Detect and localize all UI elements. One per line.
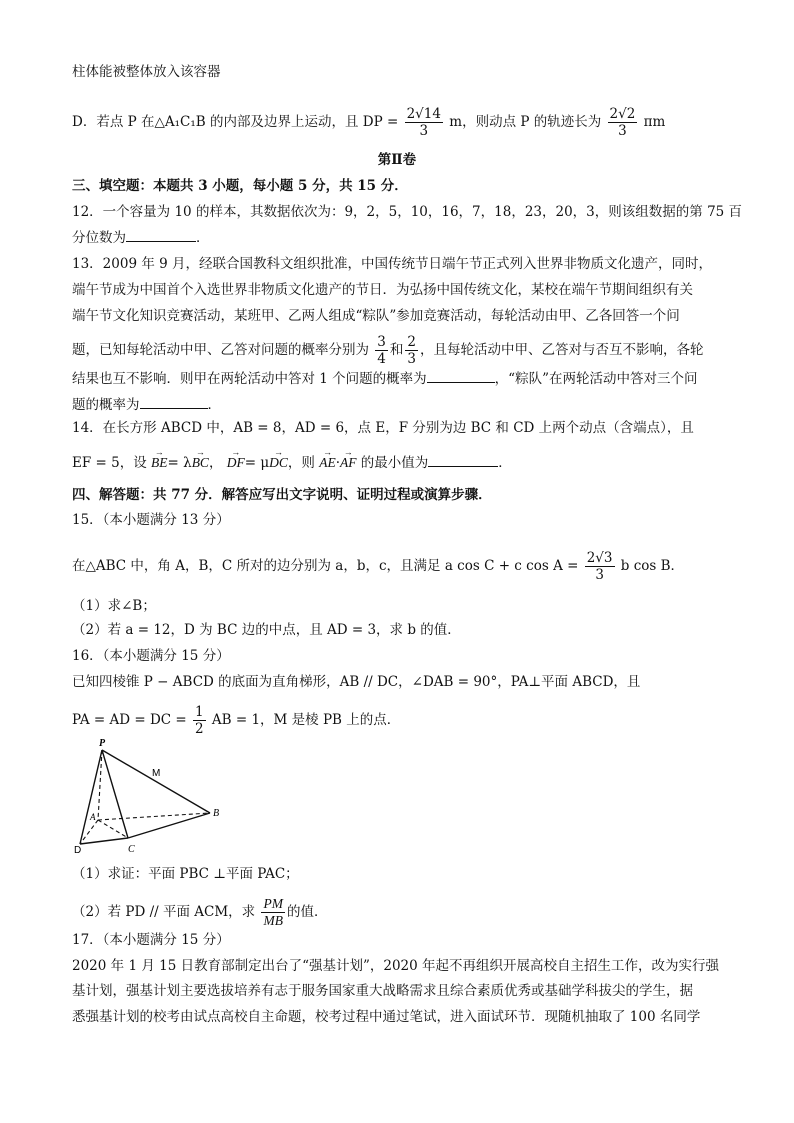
question-16: 已知四棱锥 P − ABCD 的底面为直角梯形，AB // DC，∠DAB = 90°，PA⊥平面 ABCD，且 bbox=[72, 674, 641, 690]
vector-DF: → DF bbox=[227, 453, 245, 473]
volume-title: 第Ⅱ卷 bbox=[377, 152, 417, 168]
pyramid-figure bbox=[72, 736, 242, 854]
question-16-part2: （2）若 PD // 平面 ACM，求 $\frac{PM}{MB}$ 的值． bbox=[72, 896, 328, 928]
fraction: $\frac{2√14}{3}$ bbox=[406, 106, 441, 139]
answer-blank[interactable] bbox=[427, 368, 495, 383]
question-15-part1: （1）求∠B； bbox=[72, 598, 156, 614]
section-heading: 三、填空题：本题共 3 小题，每小题 5 分，共 15 分． bbox=[72, 178, 408, 194]
answer-blank[interactable] bbox=[140, 394, 208, 409]
question-12: 12．一个容量为 10 的样本，其数据依次为：9，2，5，10，16，7，18，23，20，3，则该组数据的第 75 百 bbox=[72, 204, 743, 220]
question-13-cont: 端午节成为中国首个入选世界非物质文化遗产的节日．为弘扬中国传统文化，某校在端午节期间组织有关 bbox=[72, 282, 693, 298]
answer-blank[interactable] bbox=[126, 227, 196, 242]
question-17-cont: 悉强基计划的校考由试点高校自主命题，校考过程中通过笔试，进入面试环节．现随机抽取了 100 名同学 bbox=[72, 1009, 701, 1025]
question-17: 2020 年 1 月 15 日教育部制定出台了“强基计划”，2020 年起不再组织开展高校自主招生工作，改为实行强 bbox=[72, 958, 720, 974]
question-17-cont: 基计划，强基计划主要选拔培养有志于服务国家重大战略需求且综合素质优秀或基础学科拔尖的学生，据 bbox=[72, 983, 693, 999]
vector-AE: → AE bbox=[319, 453, 336, 473]
label-A: A bbox=[90, 812, 96, 822]
question-16-cont: PA = AD = DC = $\frac{1}{2}$ AB = 1，M 是棱 PB 上的点． bbox=[72, 704, 401, 737]
label-D: D bbox=[74, 845, 82, 854]
question-15-part2: （2）若 a = 12，D 为 BC 边的中点，且 AD = 3，求 b 的值． bbox=[72, 622, 461, 638]
fraction: $\frac{3}{4}$ bbox=[377, 334, 386, 367]
label-C: C bbox=[128, 844, 135, 854]
question-13-cont: 端午节文化知识竞赛活动，某班甲、乙两人组成“粽队”参加竞赛活动，每轮活动由甲、乙各回答一个问 bbox=[72, 308, 680, 324]
label-B: B bbox=[213, 808, 220, 819]
vector-AF: → AF bbox=[340, 453, 357, 473]
question-15: 在△ABC 中，角 A，B，C 所对的边分别为 a，b，c，且满足 a cos C + c cos A = $\frac{2√3}{3}$ b cos B． bbox=[72, 550, 685, 583]
section-heading: 四、解答题：共 77 分．解答应写出文字说明、证明过程或演算步骤． bbox=[72, 487, 492, 503]
question-16-header: 16．（本小题满分 15 分） bbox=[72, 648, 230, 664]
question-14-cont: EF = 5，设 → BE= λ→ BC， → DF= μ→ DC，则 → AE·→ AF 的最小值为 ． bbox=[72, 452, 512, 473]
question-14: 14．在长方形 ABCD 中，AB = 8，AD = 6，点 E，F 分别为边 BC 和 CD 上两个动点（含端点），且 bbox=[72, 420, 694, 436]
question-15-header: 15．（本小题满分 13 分） bbox=[72, 512, 230, 528]
question-16-part1: （1）求证：平面 PBC ⊥平面 PAC； bbox=[72, 866, 299, 882]
fraction: $\frac{2√2}{3}$ bbox=[609, 106, 636, 139]
answer-blank[interactable] bbox=[428, 452, 498, 467]
vector-BC: → BC bbox=[192, 453, 209, 473]
fraction: $\frac{PM}{MB}$ bbox=[263, 896, 283, 928]
question-13-cont: 结果也互不影响．则甲在两轮活动中答对 1 个问题的概率为 ，“粽队”在两轮活动中答对三个问 bbox=[72, 368, 697, 389]
fraction: $\frac{2√3}{3}$ bbox=[586, 550, 613, 583]
text-line: 柱体能被整体放入该容器 bbox=[72, 64, 221, 80]
fraction: $\frac{1}{2}$ bbox=[195, 704, 204, 737]
vector-BE: → BE bbox=[151, 453, 168, 473]
question-13-cont: 题的概率为 ． bbox=[72, 394, 221, 415]
question-13-cont: 题，已知每轮活动中甲、乙答对问题的概率分别为 $\frac{3}{4}$ 和 $\frac{2}{3}$ ，且每轮活动中甲、乙答对与否互不影响，各轮 bbox=[72, 334, 704, 367]
label-M: M bbox=[152, 768, 161, 779]
vector-DC: → DC bbox=[269, 453, 288, 473]
question-17-header: 17．（本小题满分 15 分） bbox=[72, 932, 230, 948]
question-12-cont: 分位数为 ． bbox=[72, 227, 210, 248]
fraction: $\frac{2}{3}$ bbox=[407, 334, 416, 367]
option-d: D．若点 P 在△A₁C₁B 的内部及边界上运动，且 DP = $\frac{2√14}{3}$ m，则动点 P 的轨迹长为 $\frac{2√2}{3}$ πm bbox=[72, 106, 666, 139]
question-13: 13．2009 年 9 月，经联合国教科文组织批准，中国传统节日端午节正式列入世界非物质文化遗产，同时， bbox=[72, 256, 712, 272]
label-P: P bbox=[99, 738, 106, 749]
